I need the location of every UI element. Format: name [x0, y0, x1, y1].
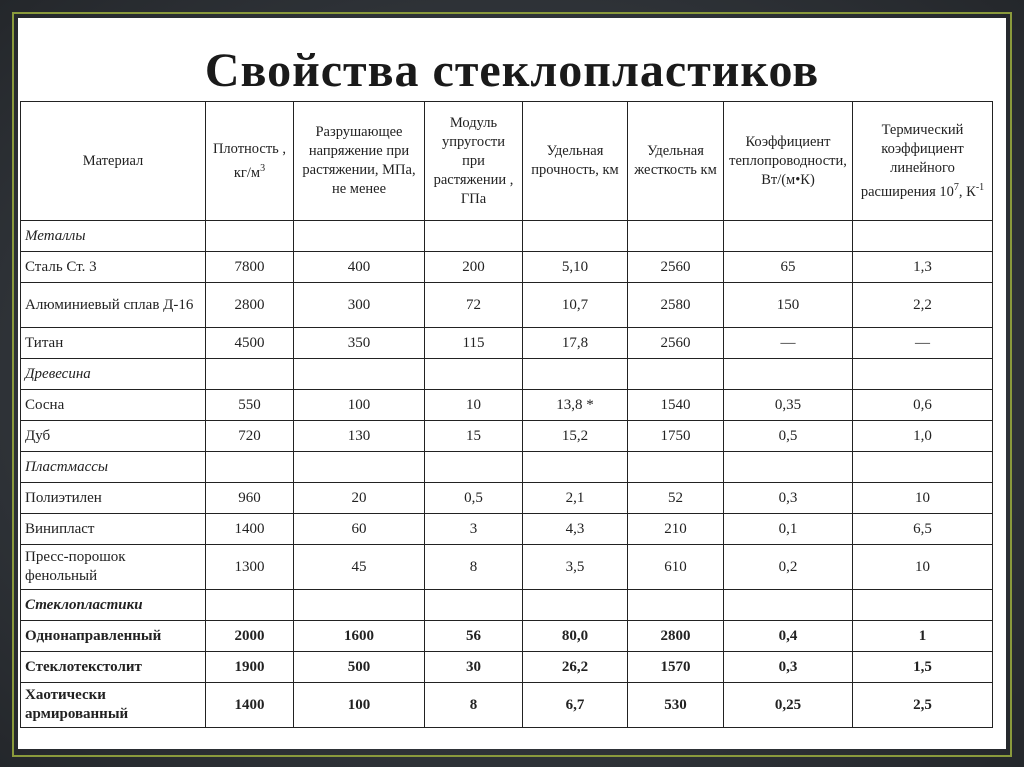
material-name-cell: Древесина	[21, 359, 206, 390]
header-thermal-expansion: Термический коэффициент линейного расширения $10^7$, $К^{-1}$	[853, 102, 993, 221]
value-cell: 72	[425, 283, 523, 328]
value-cell: 0,5	[425, 483, 523, 514]
value-cell: 150	[724, 283, 853, 328]
material-name-cell: Титан	[21, 328, 206, 359]
value-cell: 100	[294, 390, 425, 421]
value-cell: 5,10	[523, 252, 628, 283]
value-cell: 610	[628, 545, 724, 590]
header-material: Материал	[21, 102, 206, 221]
material-name-cell: Хаотически армированный	[21, 683, 206, 728]
value-cell	[628, 452, 724, 483]
value-cell: 2560	[628, 328, 724, 359]
value-cell: 15,2	[523, 421, 628, 452]
material-name-cell: Дуб	[21, 421, 206, 452]
value-cell	[425, 359, 523, 390]
material-name-cell: Пластмассы	[21, 452, 206, 483]
value-cell	[425, 221, 523, 252]
value-cell	[853, 221, 993, 252]
value-cell: 2800	[206, 283, 294, 328]
value-cell: 115	[425, 328, 523, 359]
value-cell: 56	[425, 621, 523, 652]
value-cell: 0,6	[853, 390, 993, 421]
value-cell: 10	[853, 545, 993, 590]
value-cell	[425, 590, 523, 621]
value-cell: 3,5	[523, 545, 628, 590]
value-cell: 2000	[206, 621, 294, 652]
value-cell: 10	[853, 483, 993, 514]
value-cell	[724, 590, 853, 621]
value-cell: 720	[206, 421, 294, 452]
value-cell	[294, 221, 425, 252]
section-row	[21, 221, 993, 252]
value-cell: 130	[294, 421, 425, 452]
value-cell: 1540	[628, 390, 724, 421]
material-name-cell: Алюминиевый сплав Д-16	[21, 283, 206, 328]
table-row	[21, 283, 993, 328]
table-row	[21, 514, 993, 545]
value-cell: 1	[853, 621, 993, 652]
header-elastic-modulus: Модуль упругости при растяжении , ГПа	[425, 102, 523, 221]
header-specific-strength: Удельная прочность, км	[523, 102, 628, 221]
value-cell: 0,2	[724, 545, 853, 590]
value-cell	[724, 359, 853, 390]
header-density: Плотность , $кг/м^3$	[206, 102, 294, 221]
material-name-cell: Полиэтилен	[21, 483, 206, 514]
value-cell: —	[724, 328, 853, 359]
value-cell	[628, 359, 724, 390]
value-cell	[853, 590, 993, 621]
value-cell: 6,7	[523, 683, 628, 728]
value-cell: 6,5	[853, 514, 993, 545]
value-cell: 1300	[206, 545, 294, 590]
value-cell: 2800	[628, 621, 724, 652]
section-row	[21, 590, 993, 621]
table-row	[21, 683, 993, 728]
value-cell	[628, 590, 724, 621]
value-cell: 4500	[206, 328, 294, 359]
value-cell: 1600	[294, 621, 425, 652]
material-name-cell: Однонаправленный	[21, 621, 206, 652]
value-cell: 10,7	[523, 283, 628, 328]
value-cell: 13,8 *	[523, 390, 628, 421]
value-cell: 1400	[206, 514, 294, 545]
value-cell: 350	[294, 328, 425, 359]
value-cell: 1750	[628, 421, 724, 452]
header-thermal-conductivity: Коэффициент теплопроводности, Вт/(м•К)	[724, 102, 853, 221]
value-cell: 7800	[206, 252, 294, 283]
value-cell: 0,1	[724, 514, 853, 545]
value-cell: 210	[628, 514, 724, 545]
value-cell: 10	[425, 390, 523, 421]
value-cell	[206, 452, 294, 483]
material-name-cell: Стеклопластики	[21, 590, 206, 621]
value-cell	[523, 590, 628, 621]
value-cell: 960	[206, 483, 294, 514]
value-cell: 1400	[206, 683, 294, 728]
value-cell	[628, 221, 724, 252]
value-cell	[206, 359, 294, 390]
value-cell: 15	[425, 421, 523, 452]
value-cell	[523, 359, 628, 390]
table-row	[21, 390, 993, 421]
header-tensile-strength: Разрушающее напряжение при растяжении, МПа, не менее	[294, 102, 425, 221]
table-header-row	[21, 102, 993, 221]
header-specific-stiffness: Удельная жесткость км	[628, 102, 724, 221]
section-row	[21, 359, 993, 390]
value-cell: 0,25	[724, 683, 853, 728]
value-cell	[206, 590, 294, 621]
table-row	[21, 545, 993, 590]
value-cell: 8	[425, 545, 523, 590]
value-cell: 2580	[628, 283, 724, 328]
value-cell: 2,5	[853, 683, 993, 728]
section-row	[21, 452, 993, 483]
value-cell: 1,0	[853, 421, 993, 452]
properties-table	[20, 101, 993, 728]
value-cell	[294, 452, 425, 483]
value-cell	[853, 452, 993, 483]
material-name-cell: Сталь Ст. 3	[21, 252, 206, 283]
value-cell: 20	[294, 483, 425, 514]
value-cell: 0,3	[724, 483, 853, 514]
value-cell: 4,3	[523, 514, 628, 545]
value-cell: 0,4	[724, 621, 853, 652]
value-cell	[425, 452, 523, 483]
material-name-cell: Стеклотекстолит	[21, 652, 206, 683]
value-cell	[724, 452, 853, 483]
value-cell	[294, 590, 425, 621]
material-name-cell: Пресс-порошок фенольный	[21, 545, 206, 590]
value-cell: 52	[628, 483, 724, 514]
value-cell: 17,8	[523, 328, 628, 359]
value-cell: 26,2	[523, 652, 628, 683]
table-row	[21, 652, 993, 683]
value-cell: 65	[724, 252, 853, 283]
value-cell: 2,1	[523, 483, 628, 514]
value-cell: 530	[628, 683, 724, 728]
value-cell	[206, 221, 294, 252]
value-cell: 300	[294, 283, 425, 328]
value-cell: 0,5	[724, 421, 853, 452]
slide-title: Свойства стеклопластиков	[204, 44, 820, 97]
table-row	[21, 483, 993, 514]
table-row	[21, 328, 993, 359]
value-cell: 3	[425, 514, 523, 545]
value-cell: 200	[425, 252, 523, 283]
value-cell: 1570	[628, 652, 724, 683]
value-cell: 8	[425, 683, 523, 728]
table-row	[21, 252, 993, 283]
value-cell: 0,3	[724, 652, 853, 683]
value-cell: —	[853, 328, 993, 359]
value-cell: 45	[294, 545, 425, 590]
table-row	[21, 421, 993, 452]
value-cell: 500	[294, 652, 425, 683]
value-cell	[853, 359, 993, 390]
value-cell: 80,0	[523, 621, 628, 652]
value-cell: 100	[294, 683, 425, 728]
value-cell	[294, 359, 425, 390]
value-cell: 30	[425, 652, 523, 683]
material-name-cell: Металлы	[21, 221, 206, 252]
material-name-cell: Винипласт	[21, 514, 206, 545]
value-cell: 1,5	[853, 652, 993, 683]
value-cell: 60	[294, 514, 425, 545]
value-cell	[523, 452, 628, 483]
slide	[18, 18, 1006, 749]
material-name-cell: Сосна	[21, 390, 206, 421]
value-cell: 550	[206, 390, 294, 421]
value-cell: 400	[294, 252, 425, 283]
value-cell	[523, 221, 628, 252]
value-cell: 0,35	[724, 390, 853, 421]
value-cell: 1900	[206, 652, 294, 683]
value-cell: 2560	[628, 252, 724, 283]
value-cell: 1,3	[853, 252, 993, 283]
table-row	[21, 621, 993, 652]
value-cell: 2,2	[853, 283, 993, 328]
value-cell	[724, 221, 853, 252]
